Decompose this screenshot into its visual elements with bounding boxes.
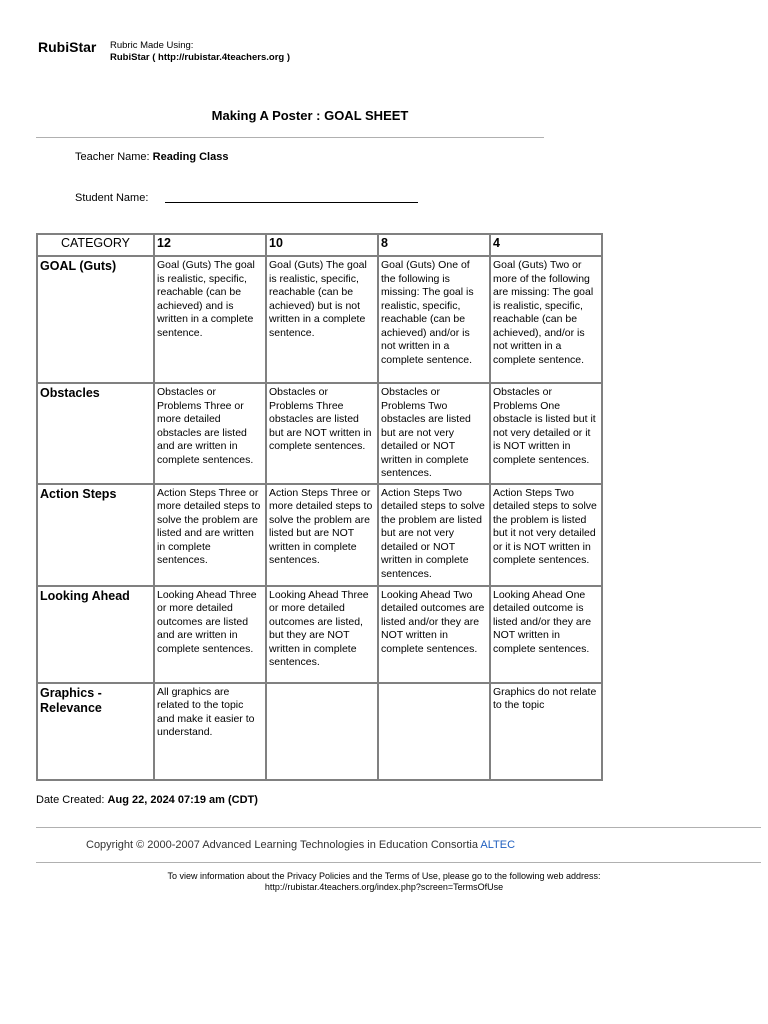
rubric-cell: Graphics do not relate to the topic xyxy=(490,683,602,780)
title-divider xyxy=(36,137,544,138)
row-category: GOAL (Guts) xyxy=(37,256,154,383)
rubric-cell: Obstacles or Problems Two obstacles are listed but are not very detailed or NOT written in complete sentences. xyxy=(378,383,490,484)
rubric-cell: Action Steps Two detailed steps to solve the problem are listed but are not very detailed or NOT written in complete sentences. xyxy=(378,484,490,586)
rubric-cell: Looking Ahead One detailed outcome is listed and/or they are NOT written in complete sentences. xyxy=(490,586,602,683)
header-score-8: 8 xyxy=(378,234,490,256)
rubric-cell: Goal (Guts) The goal is realistic, specific, reachable (can be achieved) but is not written in a complete sentence. xyxy=(266,256,378,383)
made-using-label: Rubric Made Using: xyxy=(110,40,194,51)
header-score-10: 10 xyxy=(266,234,378,256)
rubric-cell: Goal (Guts) One of the following is missing: The goal is realistic, specific, reachable (can be achieved) and/or is not written in a complete sentence. xyxy=(378,256,490,383)
rubric-cell xyxy=(266,683,378,780)
copyright-notice xyxy=(86,839,515,851)
header-score-4: 4 xyxy=(490,234,602,256)
student-label: Student Name: xyxy=(75,192,149,204)
table-row xyxy=(37,256,602,383)
rubric-cell: Action Steps Two detailed steps to solve the problem is listed but it not very detailed or it is NOT written in complete sentences. xyxy=(490,484,602,586)
footer-divider-top xyxy=(36,827,761,828)
footer-divider-bottom xyxy=(36,862,761,863)
student-name-blank xyxy=(165,202,418,203)
made-using-note xyxy=(110,40,290,64)
date-value: Aug 22, 2024 07:19 am (CDT) xyxy=(107,794,258,806)
rubric-cell: Goal (Guts) Two or more of the following are missing: The goal is realistic, specific, reachable (can be achieved), and/or is not written in a complete sentence. xyxy=(490,256,602,383)
header-category: CATEGORY xyxy=(37,234,154,256)
rubric-cell: Looking Ahead Three or more detailed outcomes are listed and are written in complete sentences. xyxy=(154,586,266,683)
teacher-label: Teacher Name: xyxy=(75,151,150,163)
table-row xyxy=(37,683,602,780)
header-score-12: 12 xyxy=(154,234,266,256)
copyright-text: Copyright © 2000-2007 Advanced Learning Technologies in Education Consortia xyxy=(86,839,478,851)
rubric-table xyxy=(36,233,603,781)
table-row xyxy=(37,586,602,683)
rubric-cell: Goal (Guts) The goal is realistic, specific, reachable (can be achieved) and is written in a complete sentence. xyxy=(154,256,266,383)
rubric-cell: Action Steps Three or more detailed steps to solve the problem are listed and are written in complete sentences. xyxy=(154,484,266,586)
rubric-cell xyxy=(378,683,490,780)
table-row xyxy=(37,484,602,586)
rubric-cell: Looking Ahead Two detailed outcomes are listed and/or they are NOT written in complete sentences. xyxy=(378,586,490,683)
rubric-cell: Looking Ahead Three or more detailed outcomes are listed, but they are NOT written in complete sentences. xyxy=(266,586,378,683)
rubric-cell: All graphics are related to the topic and make it easier to understand. xyxy=(154,683,266,780)
terms-url[interactable]: http://rubistar.4teachers.org/index.php?screen=TermsOfUse xyxy=(264,881,504,892)
row-category: Action Steps xyxy=(37,484,154,586)
date-created xyxy=(36,794,258,806)
rubistar-link[interactable]: RubiStar ( http://rubistar.4teachers.org ) xyxy=(110,52,290,63)
rubric-cell: Obstacles or Problems One obstacle is listed but it not very detailed or it is NOT written in complete sentences. xyxy=(490,383,602,484)
rubric-header-row xyxy=(37,234,602,256)
page-title: Making A Poster : GOAL SHEET xyxy=(211,108,409,123)
teacher-value: Reading Class xyxy=(152,151,229,163)
date-label: Date Created: xyxy=(36,794,105,806)
privacy-notice xyxy=(0,871,768,892)
table-row xyxy=(37,383,602,484)
privacy-text: To view information about the Privacy Policies and the Terms of Use, please go to the following web address: xyxy=(167,871,601,881)
rubric-cell: Action Steps Three or more detailed steps to solve the problem are listed but are NOT written in complete sentences. xyxy=(266,484,378,586)
brand-name: RubiStar xyxy=(38,39,97,55)
rubric-cell: Obstacles or Problems Three obstacles are listed but are NOT written in complete sentences. xyxy=(266,383,378,484)
rubric-cell: Obstacles or Problems Three or more detailed obstacles are listed and are written in complete sentences. xyxy=(154,383,266,484)
teacher-name xyxy=(75,151,228,163)
row-category: Graphics - Relevance xyxy=(37,683,154,780)
row-category: Looking Ahead xyxy=(37,586,154,683)
altec-link[interactable]: ALTEC xyxy=(480,839,516,851)
row-category: Obstacles xyxy=(37,383,154,484)
